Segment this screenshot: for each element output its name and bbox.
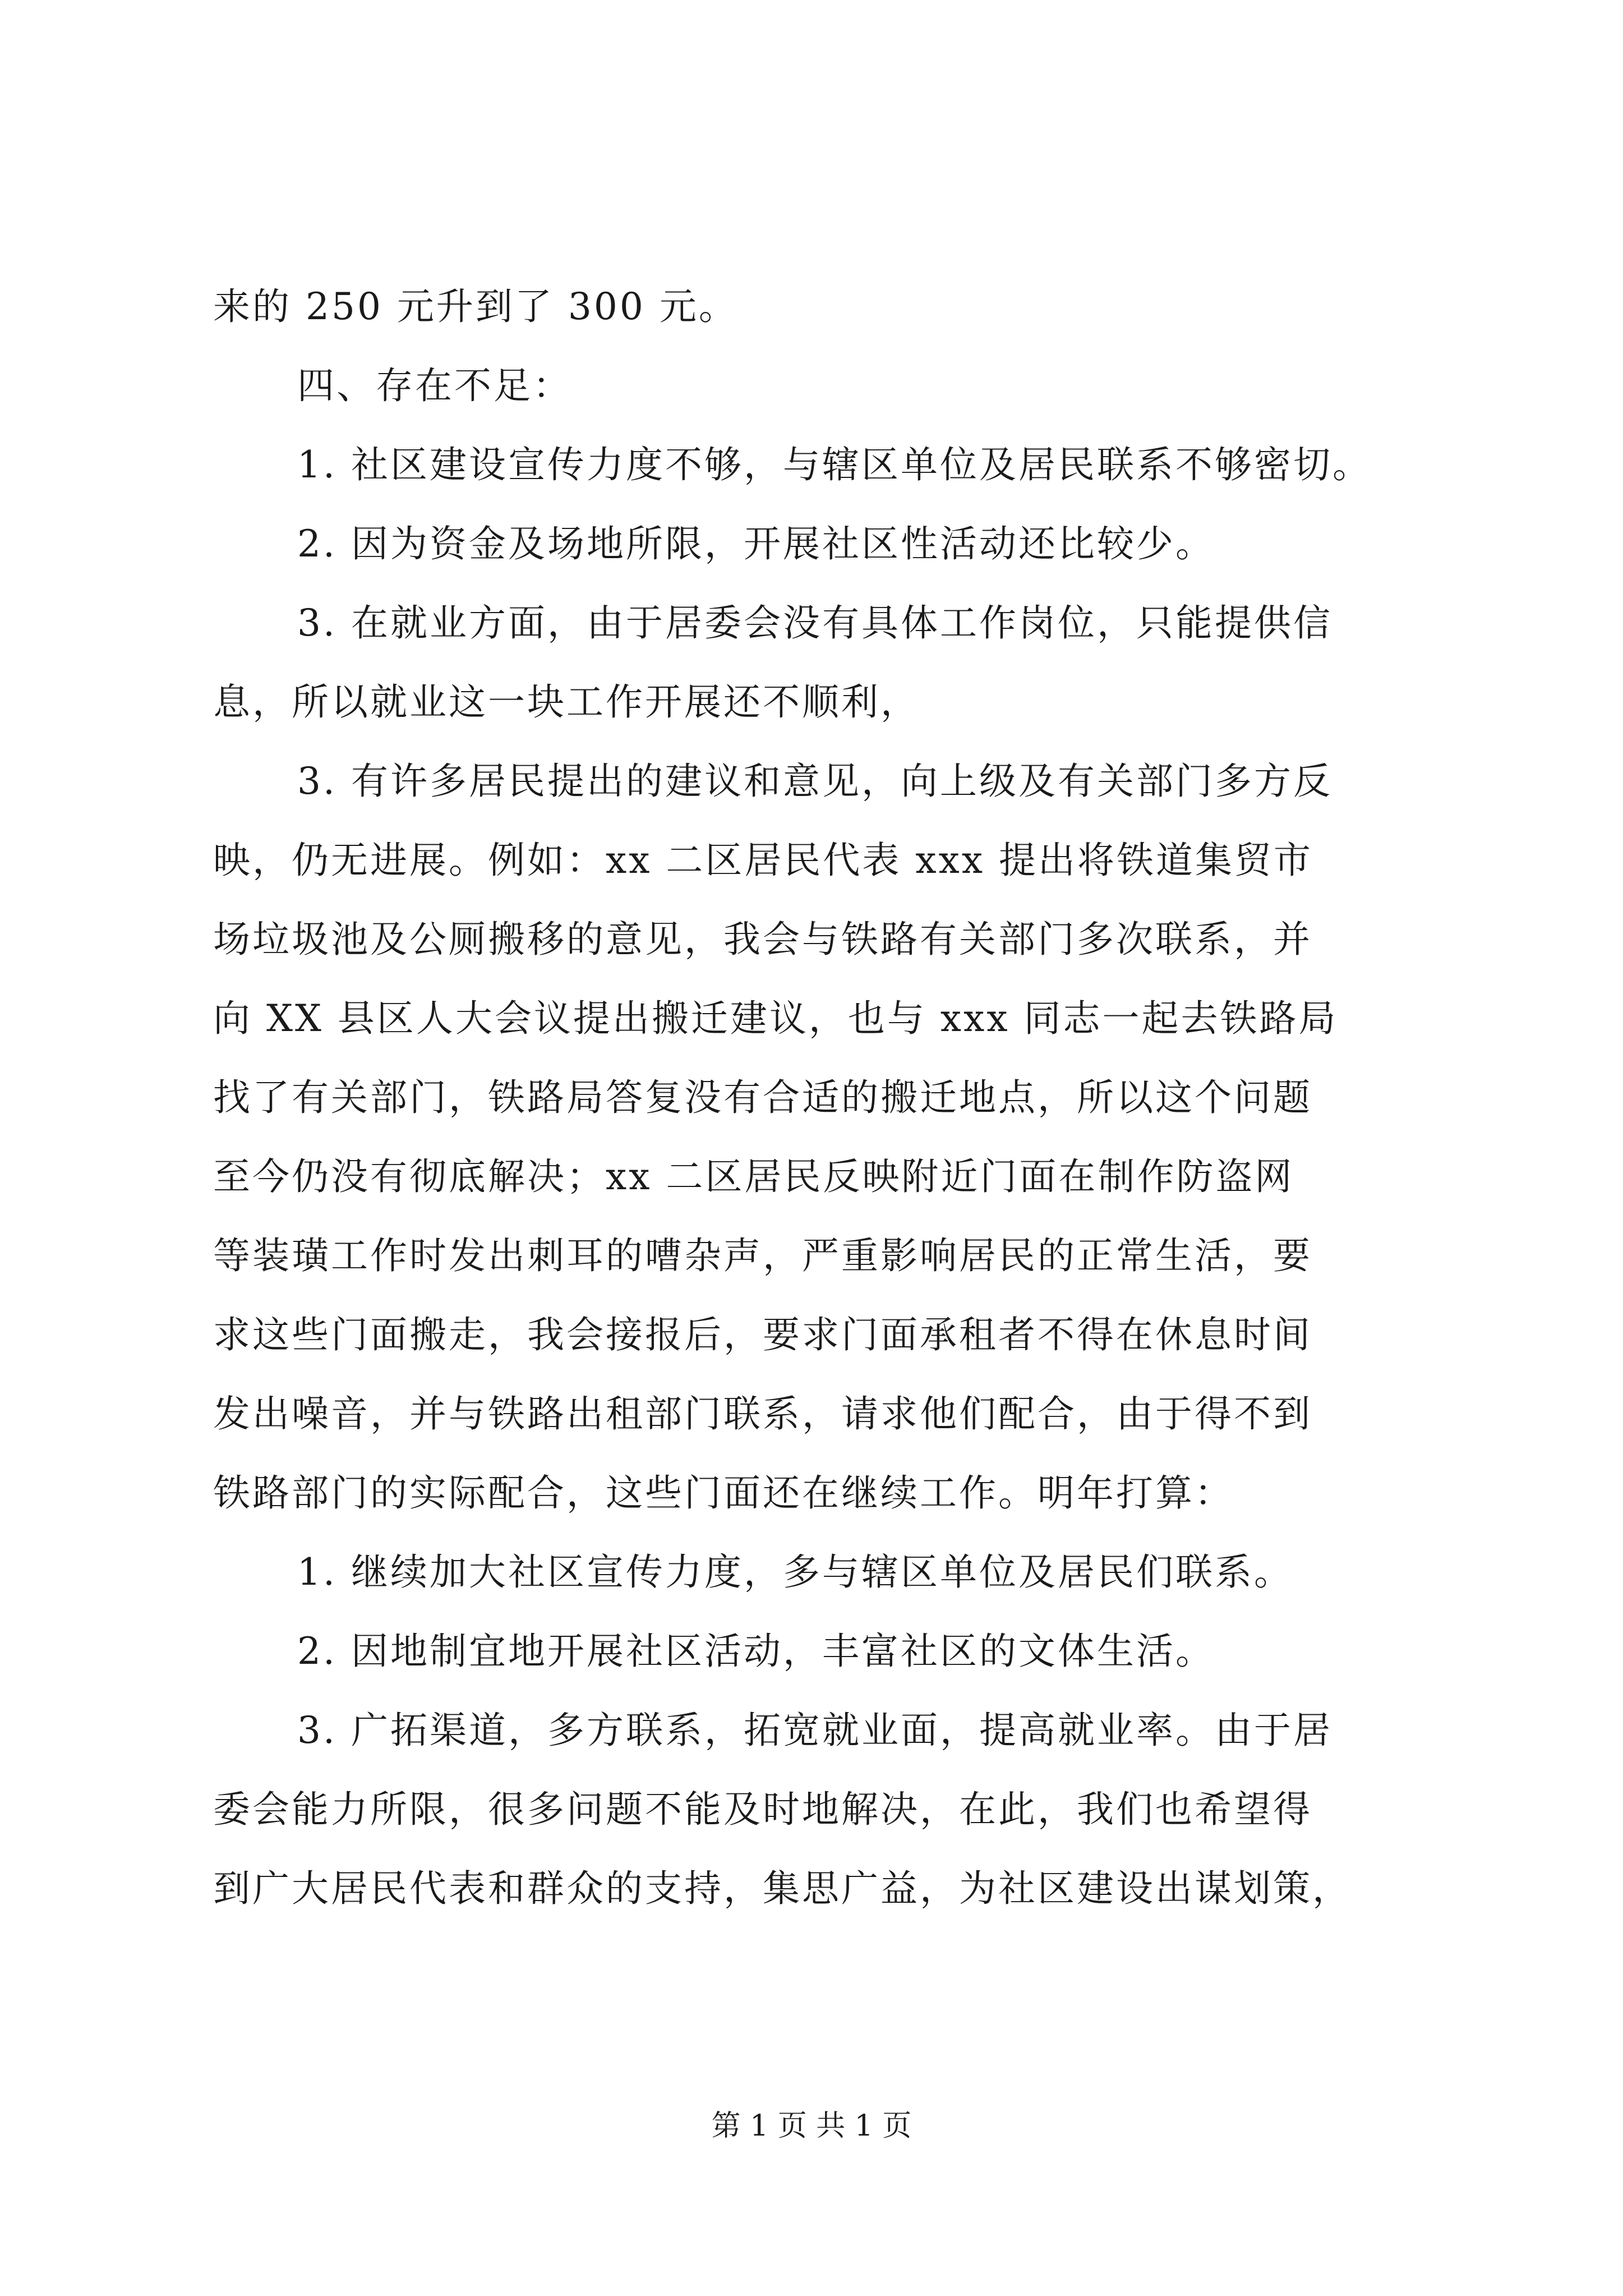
paragraph-line: 场垃圾池及公厕搬移的意见，我会与铁路有关部门多次联系，并	[213, 918, 1312, 961]
paragraph-line: 委会能力所限，很多问题不能及时地解决，在此，我们也希望得	[213, 1788, 1312, 1831]
page-footer: 第 1 页 共 1 页	[711, 2109, 912, 2143]
paragraph-line: 铁路部门的实际配合，这些门面还在继续工作。明年打算：	[213, 1471, 1234, 1515]
paragraph-line: 映，仍无进展。例如：xx 二区居民代表 xxx 提出将铁道集贸市	[213, 839, 1313, 882]
paragraph-line: 向 XX 县区人大会议提出搬迁建议，也与 xxx 同志一起去铁路局	[213, 997, 1338, 1040]
paragraph-line: 等装璜工作时发出刺耳的嘈杂声，严重影响居民的正常生活，要	[213, 1234, 1312, 1277]
paragraph-line: 3. 有许多居民提出的建议和意见，向上级及有关部门多方反	[297, 760, 1332, 803]
paragraph-line: 2. 因为资金及场地所限，开展社区性活动还比较少。	[297, 522, 1215, 565]
paragraph-line: 求这些门面搬走，我会接报后，要求门面承租者不得在休息时间	[213, 1313, 1312, 1356]
paragraph-line: 2. 因地制宜地开展社区活动，丰富社区的文体生活。	[297, 1630, 1215, 1673]
paragraph-line: 1. 社区建设宣传力度不够，与辖区单位及居民联系不够密切。	[297, 443, 1372, 486]
paragraph-line: 至今仍没有彻底解决；xx 二区居民反映附近门面在制作防盗网	[213, 1155, 1294, 1198]
paragraph-line: 3. 广拓渠道，多方联系，拓宽就业面，提高就业率。由于居	[297, 1709, 1332, 1752]
document-body	[213, 267, 1419, 1928]
paragraph-line: 1. 继续加大社区宣传力度，多与辖区单位及居民们联系。	[297, 1550, 1293, 1594]
paragraph-line: 来的 250 元升到了 300 元。	[213, 285, 738, 328]
paragraph-line: 到广大居民代表和群众的支持，集思广益，为社区建设出谋划策，	[213, 1867, 1352, 1910]
paragraph-line: 找了有关部门，铁路局答复没有合适的搬迁地点，所以这个问题	[213, 1076, 1312, 1119]
paragraph-line: 3. 在就业方面，由于居委会没有具体工作岗位，只能提供信	[297, 601, 1332, 645]
paragraph-line: 息，所以就业这一块工作开展还不顺利，	[213, 680, 920, 724]
paragraph-line: 发出噪音，并与铁路出租部门联系，请求他们配合，由于得不到	[213, 1392, 1312, 1435]
section-heading: 四、存在不足：	[297, 364, 572, 407]
